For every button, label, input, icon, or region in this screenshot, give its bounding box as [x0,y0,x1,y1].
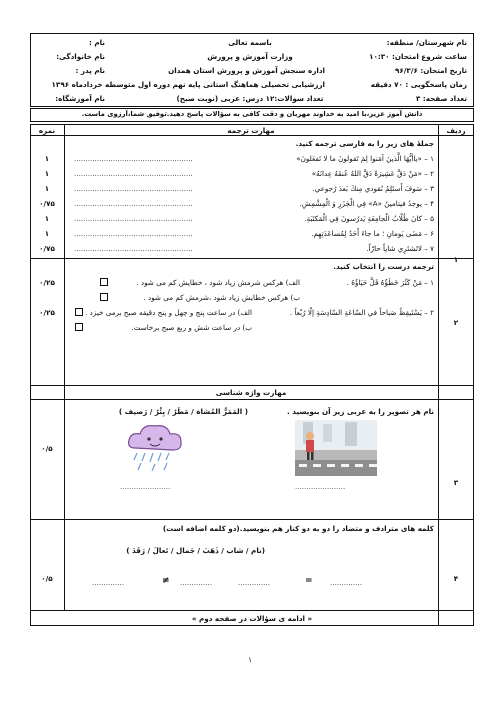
header-right-5: تعداد صفحه: ۳ [416,94,467,103]
q4-number: ۴ [453,574,459,583]
header-right-3: تاریخ امتحان: ۹۶/۳/۶ [395,66,467,75]
radif-column-divider [438,124,439,626]
q1-score-1: ۱ [44,154,50,163]
q2-instruction: ترجمه درست را انتخاب کنید. [333,262,434,271]
q1-instruction: جملهٔ های زیر را به فارسی ترجمه کنید. [295,139,434,148]
q4-instruction: کلمه های مترادف و متضاد را دو به دو کنار هم بنویسید.(دو کلمه اضافه است) [162,524,434,533]
q4-antonym-blank-2: .............. [92,578,124,587]
q1-item-3: ۳ – سَوفَ أَستَلِمُ نُقودي مِنكَ بَعدَ رُجوعي. [312,184,434,193]
header-course-info: تعداد سوالات:۱۲ درس: عربی (نوبت صبح) [176,94,324,103]
greeting-text: دانش آموز عزیز،با امید به خداوند مهربان و دقت کافی به سؤالات پاسخ دهید.توفیق شما،آرزوی ماست. [81,110,423,118]
q1-answer-line-1: .................................................... [74,154,193,163]
q4-score: ۰/۵ [41,574,53,583]
q1-number: ۱ [453,255,459,264]
q1-answer-line-5: .................................................... [74,214,193,223]
father-name-label: نام پدر : [75,66,105,75]
q2-part-2-option-b-checkbox[interactable] [75,323,83,331]
q4-bottom-divider [30,610,474,611]
q1-answer-line-4: .................................................... [74,199,193,208]
q2-part-2-sentence: ۲ – يَسْتَيقِظُ صَباحاً في السّاعَةِ السّادِسَةِ إلّا رُبْعاً . [289,308,434,317]
q4-word-list: (نام / شاب / ذَهَبَ / جَمال / تَعالَ / رَقَدَ ) [126,546,265,555]
q2-part-1-sentence: ۱ – مَنْ كَثُرَ خَطَؤُهُ قَلَّ حَيَاؤُهُ . [346,278,434,287]
q2-part-1-option-a[interactable]: الف) هرکس شرمش زیاد شود ، خطایش کم می شود . [136,278,300,287]
q1-answer-line-2: .................................................... [74,169,193,178]
q2-part-2-option-b[interactable]: ب) در ساعت شش و ربع صبح برخاست. [131,323,252,332]
q4-antonym-blank-1: .............. [180,578,212,587]
rain-cloud-picture [125,420,185,472]
q1-bottom-divider [30,258,474,259]
header-office: اداره سنجش آموزش و پرورش استان همدان [168,66,325,75]
q1-answer-line-7: .................................................... [74,244,193,253]
q1-score-6: ۱ [44,229,50,238]
q1-score-4: ۰/۷۵ [39,199,55,208]
q2-part-2-option-a-checkbox[interactable] [75,308,83,316]
q4-equals-sign: = [305,576,313,586]
q4-not-equal-sign: ≠ [162,576,170,586]
sidewalk-picture [295,420,377,476]
q3-number: ۳ [453,478,459,487]
q1-item-5: ۵ – كانَ طُلّابُ الْجامِعَةِ يَدرُسونَ فِي الْمَكتَبَةِ. [304,214,434,223]
q1-item-7: ۷ – لاتَشتَرِي شاياً حارّاً. [366,244,434,253]
q3-word-options: ( المَمَرُّ المُشاة / مَطَرٌ / بِئْرٌ / رَصيف ) [118,407,248,416]
radif-header: ردیف [446,126,466,135]
header-right-2: ساعت شروع امتحان: ۱۰:۳۰ [369,52,467,61]
q1-item-1: ۱ – «یاأیُّهَا الَّذینَ آمَنوا لِمَ تَقولونَ ما لا تَفعَلونَ» [296,154,434,163]
q1-item-4: ۴ – يوجدُ فيتامينُ «A» فِي الْجَزَرِ وَ الْمِشْمِشِ. [299,199,434,208]
page-number: ۱ [248,655,252,664]
q2-part-2-option-a[interactable]: الف) در ساعت پنج و چهل و پنج دقیقه صبح برمی خیزد . [85,308,252,317]
header-ministry: وزارت آموزش و پرورش [207,52,293,61]
q2-part-1-option-b-checkbox[interactable] [100,293,108,301]
q3-answer-line-1: ...................... [120,482,171,491]
continue-note: « ادامه ی سؤالات در صفحه دوم » [191,614,313,623]
q2-part-1-option-b[interactable]: ب) هرکس خطایش زیاد شود ،شرمش کم می شود . [143,293,300,302]
q1-score-3: ۱ [44,184,50,193]
q2-part-2-score: ۰/۲۵ [39,308,55,317]
q1-answer-line-6: .................................................... [74,229,193,238]
column-header-divider [30,135,474,136]
school-name-label: نام آموزشگاه: [55,94,105,103]
vocab-skill-header: مهارت واژه شناسی [215,388,287,397]
header-exam-title: ارزشیابی تحصیلی هماهنگ استانی پایه نهم دوره اول متوسطه خردادماه ۱۳۹۶ [51,80,325,89]
q1-score-7: ۰/۷۵ [39,244,55,253]
score-header: نمره [38,126,56,135]
q4-synonym-blank-2: .............. [238,578,270,587]
translation-skill-header: مهارت ترجمه [227,126,275,135]
q2-part-1-score: ۰/۲۵ [39,278,55,287]
q2-number: ۲ [453,318,459,327]
q1-item-6: ۶ – مَضَى يَومانِ ؛ ما جاءَ أَحَدٌ لِمُساعَدَتِهِم. [311,229,434,238]
q1-answer-line-3: .................................................... [74,184,193,193]
q3-answer-line-2: ...................... [295,482,346,491]
q1-score-2: ۱ [44,169,50,178]
q3-bottom-divider [30,519,474,520]
q2-part-1-option-a-checkbox[interactable] [100,278,108,286]
header-right-1: نام شهرستان/ منطقه: [386,38,467,47]
family-name-label: نام خانوادگی: [56,52,105,61]
q2-bottom-divider [30,385,474,386]
q3-instruction: نام هر تصویر را به عربی زیر آن بنویسید . [287,407,434,416]
q1-item-2: ۲ – «مَنْ دَقَّ عَشِیرَةً دَقَّ اللهُ عُنقَهُ عِدانَهُ» [311,169,434,178]
vocab-header-divider [30,399,474,400]
header-basmala: باسمه تعالی [228,38,272,47]
q3-score: ۰/۵ [41,444,53,453]
header-right-4: زمان پاسخگویی : ۷۰ دقیقه [370,80,467,89]
q1-score-5: ۱ [44,214,50,223]
q4-synonym-blank-1: .............. [330,578,362,587]
score-column-divider [64,124,65,610]
student-name-label: نام : [88,38,105,47]
